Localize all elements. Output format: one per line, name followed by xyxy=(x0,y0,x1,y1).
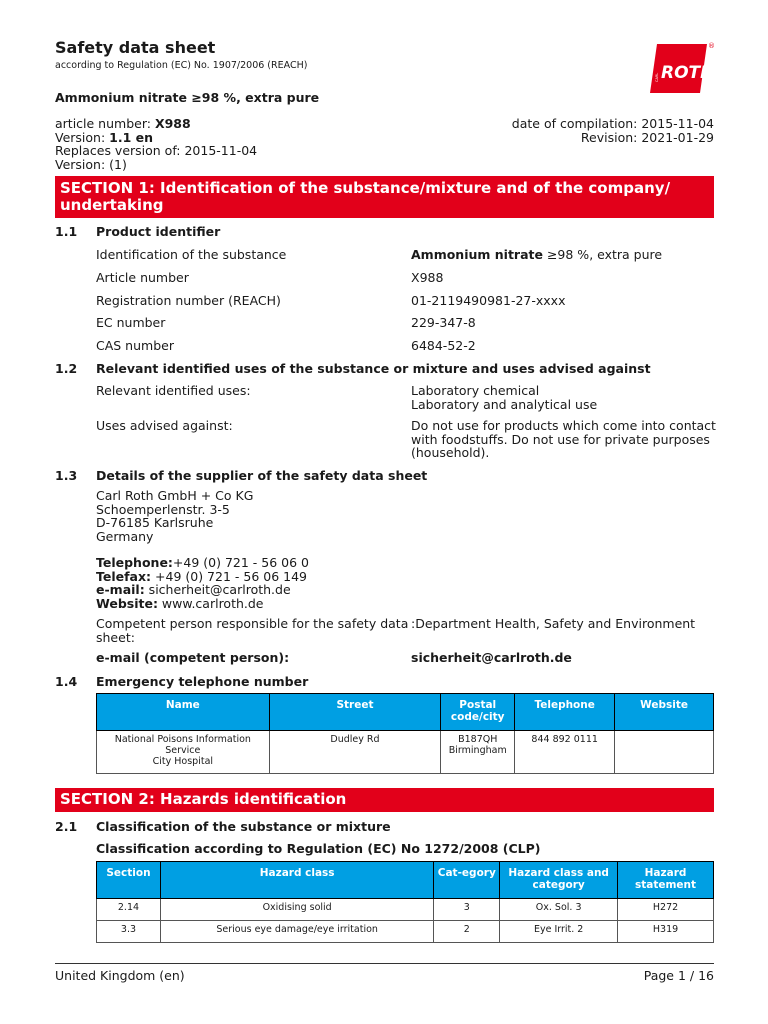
section-2-heading: SECTION 2: Hazards identification xyxy=(55,788,714,812)
clp-classification-title: Classification according to Regulation (EC) No 1272/2008 (CLP) xyxy=(96,841,541,856)
table-row xyxy=(97,731,714,774)
section-1-2-title: Relevant identified uses of the substance or mixture and uses advised against xyxy=(96,361,651,376)
supplier-contacts xyxy=(96,556,309,610)
name-line: National Poisons Information xyxy=(114,734,251,745)
version-paren: Version: (1) xyxy=(55,156,127,172)
meta-right xyxy=(512,117,714,144)
article-number-row-label: Article number xyxy=(96,270,189,285)
address-line: Carl Roth GmbH + Co KG xyxy=(96,488,254,503)
column-header: Hazard statement xyxy=(618,862,714,899)
table-header-row xyxy=(97,862,714,899)
website-link[interactable]: www.carlroth.de xyxy=(157,595,264,611)
address-line: D-76185 Karlsruhe xyxy=(96,515,214,530)
competent-person-value: :Department Health, Safety and Environment xyxy=(411,616,696,631)
section-1-4-number: 1.4 xyxy=(55,674,78,689)
use-line: Laboratory and analytical use xyxy=(411,396,598,412)
uses-advised-against-value xyxy=(411,419,716,460)
hazard-classification-table xyxy=(96,861,714,943)
registration-number-value: 01-2119490981-27-xxxx xyxy=(411,293,566,308)
email-link[interactable]: sicherheit@carlroth.de xyxy=(144,582,291,597)
poison-center-name xyxy=(97,731,270,774)
telefax-value: +49 (0) 721 - 56 06 149 xyxy=(151,568,307,584)
footer-divider xyxy=(55,963,714,964)
column-header: Telephone xyxy=(515,694,615,731)
section-1-3-number: 1.3 xyxy=(55,468,78,483)
section-1-4-title: Emergency telephone number xyxy=(96,674,309,689)
section-1-1-title: Product identifier xyxy=(96,224,221,239)
column-header: Postal code/city xyxy=(441,694,515,731)
telephone-cell: 844 892 0111 xyxy=(515,731,615,774)
replaces-version: Replaces version of: 2015-11-04 xyxy=(55,143,258,158)
article-number-row-value: X988 xyxy=(411,270,444,285)
ec-number-label: EC number xyxy=(96,315,166,330)
revision-date: Revision: 2021-01-29 xyxy=(580,129,714,145)
carl-roth-logo xyxy=(643,40,714,97)
postal-line: Birmingham xyxy=(448,745,507,756)
address-line: Schoemperlenstr. 3-5 xyxy=(96,501,230,517)
product-name: Ammonium nitrate ≥98 %, extra pure xyxy=(55,90,320,105)
article-number-label: article number: xyxy=(55,116,155,131)
column-header: Street xyxy=(269,694,441,731)
competent-email-label: e-mail (competent person): xyxy=(96,650,290,665)
website-cell xyxy=(615,731,714,774)
competent-label-line: Competent person responsible for the safety data xyxy=(96,616,409,631)
postal-line: B187QH xyxy=(458,734,498,745)
logo-carl-text: CARL xyxy=(655,72,659,82)
logo-reg-mark: ® xyxy=(708,42,715,50)
website-label: Website: xyxy=(96,595,158,611)
telefax-label: Telefax: xyxy=(96,568,152,584)
section-1-heading: SECTION 1: Identification of the substance/mixture and of the company/ undertaking xyxy=(55,176,714,218)
substance-id-value xyxy=(411,248,662,262)
against-line: with foodstuffs. Do not use for private purposes xyxy=(411,431,710,447)
ec-number-value: 229-347-8 xyxy=(411,315,476,330)
substance-purity: ≥98 %, extra pure xyxy=(542,247,663,262)
competent-label-line: sheet: xyxy=(96,629,135,645)
column-header: Cat-egory xyxy=(434,862,500,899)
competent-person-label xyxy=(96,617,408,644)
class-category-cell: Eye Irrit. 2 xyxy=(500,921,618,943)
name-line: Service xyxy=(165,745,201,756)
street-cell: Dudley Rd xyxy=(269,731,441,774)
document-title: Safety data sheet xyxy=(55,38,216,57)
identified-uses-value xyxy=(411,384,597,411)
section-2-1-title: Classification of the substance or mixture xyxy=(96,819,391,834)
telephone-value: +49 (0) 721 - 56 06 0 xyxy=(172,555,309,570)
competent-email-value[interactable]: sicherheit@carlroth.de xyxy=(411,650,572,665)
column-header: Hazard class and category xyxy=(500,862,618,899)
regulation-subtitle: according to Regulation (EC) No. 1907/2006 (REACH) xyxy=(55,60,308,71)
column-header: Section xyxy=(97,862,161,899)
use-line: Laboratory chemical xyxy=(411,383,540,398)
category-cell: 2 xyxy=(434,921,500,943)
logo-roth-text: ROTH xyxy=(661,63,715,83)
substance-name-bold: Ammonium nitrate xyxy=(411,247,543,262)
hazard-statement-cell: H319 xyxy=(618,921,714,943)
address-line: Germany xyxy=(96,528,154,544)
hazard-statement-cell: H272 xyxy=(618,899,714,921)
date-of-compilation: date of compilation: 2015-11-04 xyxy=(511,116,714,131)
section-2-1-number: 2.1 xyxy=(55,819,78,834)
supplier-address xyxy=(96,489,253,543)
section-1-3-title: Details of the supplier of the safety data sheet xyxy=(96,468,428,483)
class-category-cell: Ox. Sol. 3 xyxy=(500,899,618,921)
table-row xyxy=(97,921,714,943)
email-label: e-mail: xyxy=(96,582,145,597)
column-header: Website xyxy=(615,694,714,731)
section-1-2-number: 1.2 xyxy=(55,361,78,376)
column-header: Hazard class xyxy=(160,862,433,899)
table-header-row xyxy=(97,694,714,731)
substance-id-label: Identification of the substance xyxy=(96,247,287,262)
against-line: (household). xyxy=(411,445,490,460)
table-row xyxy=(97,899,714,921)
article-number-value: X988 xyxy=(154,116,191,131)
against-line: Do not use for products which come into contact xyxy=(411,418,716,433)
registration-number-label: Registration number (REACH) xyxy=(96,293,281,308)
section-cell: 3.3 xyxy=(97,921,161,943)
cas-number-value: 6484-52-2 xyxy=(411,338,476,353)
name-line: City Hospital xyxy=(152,756,214,767)
hazard-class-cell: Serious eye damage/eye irritation xyxy=(160,921,433,943)
section-cell: 2.14 xyxy=(97,899,161,921)
version-value: 1.1 en xyxy=(109,129,154,145)
emergency-contacts-table xyxy=(96,693,714,774)
column-header: Name xyxy=(97,694,270,731)
identified-uses-label: Relevant identified uses: xyxy=(96,383,251,398)
hazard-class-cell: Oxidising solid xyxy=(160,899,433,921)
section-1-1-number: 1.1 xyxy=(55,224,78,239)
footer-locale: United Kingdom (en) xyxy=(55,968,185,983)
postal-city-cell xyxy=(441,731,515,774)
version-label: Version: xyxy=(55,129,110,145)
telephone-label: Telephone: xyxy=(96,555,173,570)
cas-number-label: CAS number xyxy=(96,338,174,353)
meta-left xyxy=(55,117,257,171)
uses-advised-against-label: Uses advised against: xyxy=(96,418,233,433)
page-number: Page 1 / 16 xyxy=(643,968,714,983)
category-cell: 3 xyxy=(434,899,500,921)
